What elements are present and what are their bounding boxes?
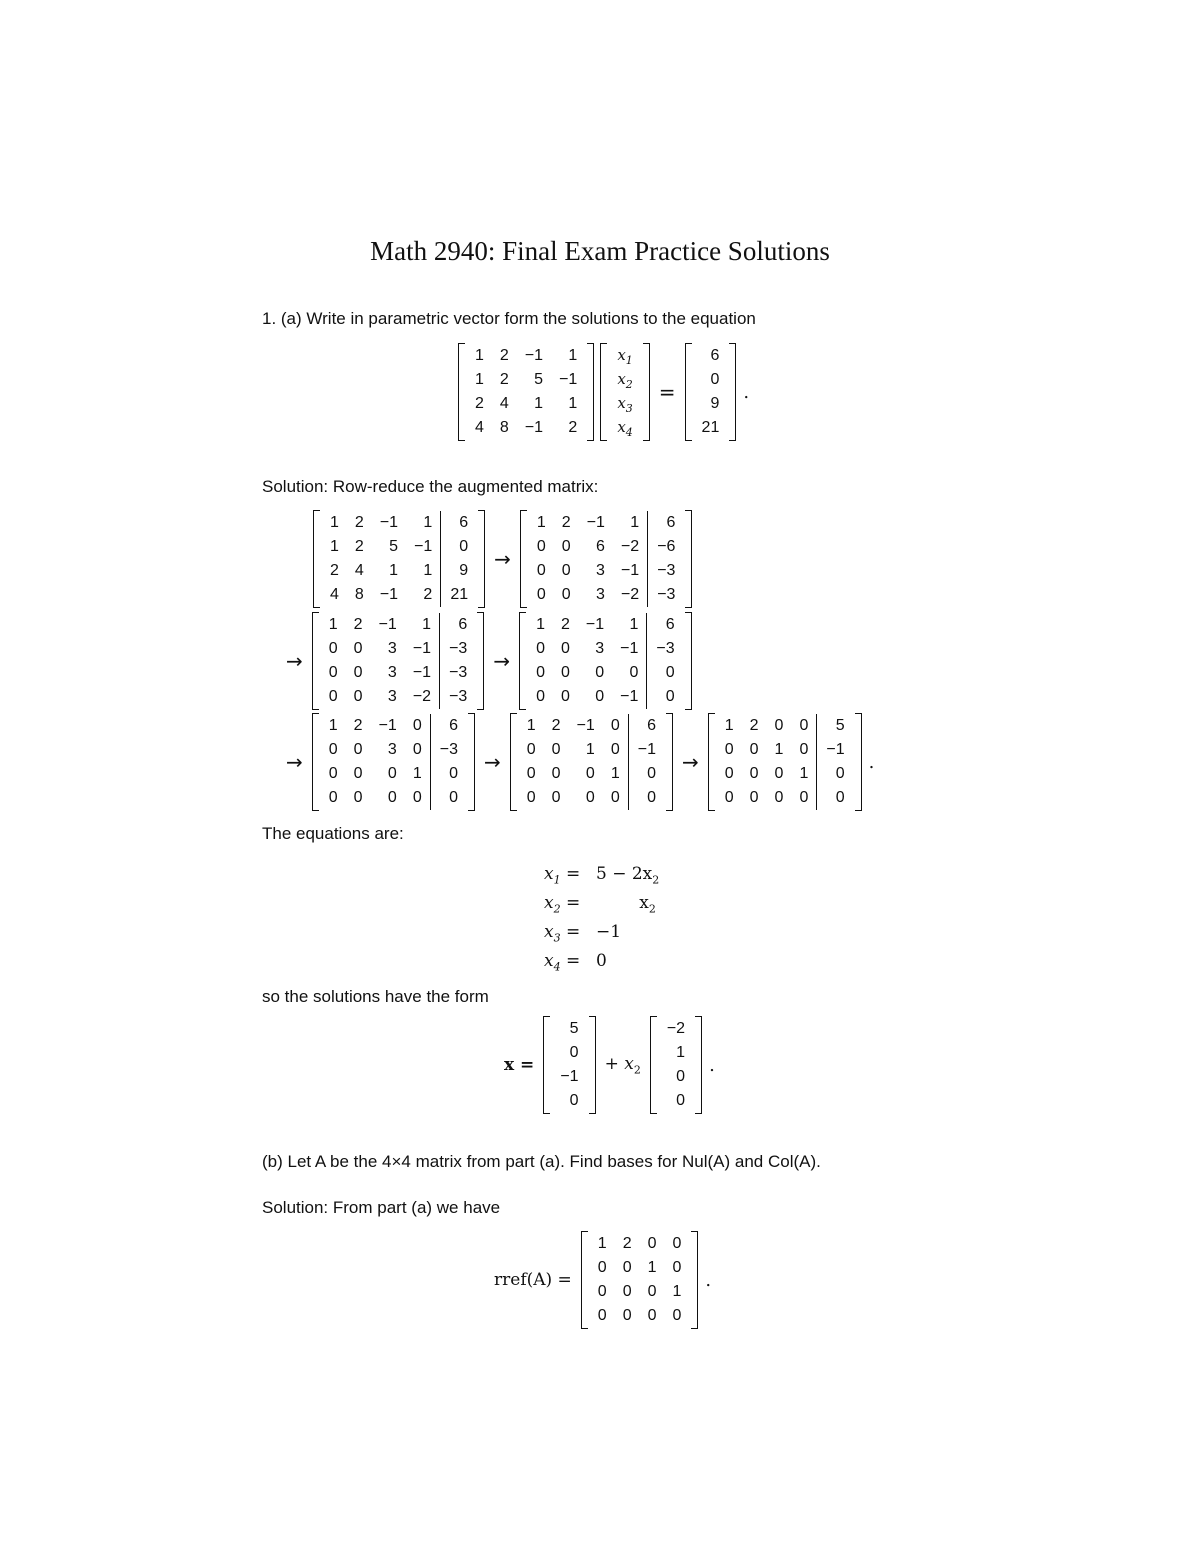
matrix-entry: 0 bbox=[551, 789, 561, 806]
matrix-row bbox=[529, 535, 684, 559]
matrix-row bbox=[529, 559, 684, 583]
matrix-entry: 0 bbox=[724, 789, 734, 806]
matrix-entry: 1 bbox=[475, 347, 484, 364]
matrix-entry: −1 bbox=[586, 514, 605, 531]
matrix-entry: 0 bbox=[799, 789, 809, 806]
vector-row bbox=[609, 344, 640, 368]
matrix-entry: −2 bbox=[412, 688, 432, 705]
matrix-entry: 0 bbox=[328, 765, 338, 782]
matrix-entry: 1 bbox=[585, 741, 595, 758]
matrix-row bbox=[528, 685, 683, 709]
matrix-entry: −1 bbox=[559, 371, 578, 388]
matrix-entry: 1 bbox=[630, 514, 640, 531]
matrix-entry: 0 bbox=[536, 688, 545, 705]
matrix-row bbox=[519, 786, 664, 810]
vector-row bbox=[552, 1065, 586, 1089]
matrix-entry: −1 bbox=[379, 586, 399, 603]
equation-lhs: $x_3$ = bbox=[544, 922, 581, 945]
matrix-entry: 8 bbox=[354, 586, 364, 603]
matrix-entry: −3 bbox=[430, 738, 466, 762]
matrix-entry: −3 bbox=[440, 661, 476, 685]
vector-row bbox=[659, 1089, 693, 1113]
matrix-entry: −1 bbox=[817, 738, 853, 762]
matrix-entry: 0 bbox=[353, 664, 363, 681]
matrix-entry: −1 bbox=[379, 514, 399, 531]
matrix-entry: 0 bbox=[328, 789, 338, 806]
matrix-entry: 0 bbox=[610, 717, 620, 734]
matrix-entry: 1 bbox=[568, 395, 578, 412]
matrix-entry: −3 bbox=[440, 685, 476, 709]
matrix-entry: 2 bbox=[423, 586, 433, 603]
matrix-row bbox=[590, 1304, 690, 1328]
question-1b: (b) Let A be the 4×4 matrix from part (a). Find bases for Nul(A) and Col(A). bbox=[262, 1152, 821, 1171]
matrix-entry: 1 bbox=[597, 1235, 607, 1252]
matrix-entry: 0 bbox=[526, 789, 536, 806]
matrix-entry: 0 bbox=[647, 1235, 657, 1252]
matrix-entry: 2 bbox=[568, 419, 578, 436]
matrix-entry: 0 bbox=[672, 1259, 682, 1276]
matrix-entry: 0 bbox=[647, 1307, 657, 1324]
matrix-entry: 0 bbox=[430, 786, 466, 810]
matrix-entry: 0 bbox=[774, 789, 784, 806]
matrix-entry: 6 bbox=[596, 538, 605, 555]
vector-entry: 5 bbox=[569, 1020, 579, 1037]
matrix-entry: 1 bbox=[672, 1283, 682, 1300]
matrix-entry: 21 bbox=[441, 583, 476, 607]
matrix-entry: 1 bbox=[629, 616, 639, 633]
matrix-entry: 0 bbox=[561, 538, 571, 555]
matrix-entry: 0 bbox=[629, 664, 639, 681]
matrix-entry: 0 bbox=[561, 586, 571, 603]
vector-row bbox=[552, 1041, 586, 1065]
augmented-matrix-step-6 bbox=[510, 714, 673, 810]
matrix-entry: 0 bbox=[597, 1259, 607, 1276]
matrix-entry: 0 bbox=[387, 765, 397, 782]
vector-row bbox=[694, 416, 728, 440]
equation-lhs: $x_4$ = bbox=[544, 951, 581, 974]
augmented-matrix-step-4 bbox=[519, 613, 692, 709]
matrix-entry: 2 bbox=[354, 514, 364, 531]
matrix-row bbox=[528, 661, 683, 685]
matrix-entry: 0 bbox=[387, 789, 397, 806]
matrix-entry: 6 bbox=[430, 714, 466, 738]
matrix-entry: 2 bbox=[499, 371, 509, 388]
matrix-entry: 1 bbox=[422, 616, 432, 633]
solution-a-intro: Solution: Row-reduce the augmented matrix: bbox=[262, 477, 599, 496]
augmented-matrix-step-5 bbox=[312, 714, 475, 810]
matrix-entry: 1 bbox=[412, 765, 422, 782]
matrix-entry: 0 bbox=[647, 661, 683, 685]
matrix-entry: 0 bbox=[622, 1283, 632, 1300]
matrix-row bbox=[467, 368, 585, 392]
matrix-entry: 0 bbox=[817, 762, 853, 786]
matrix-entry: 0 bbox=[328, 741, 338, 758]
matrix-entry: 1 bbox=[423, 514, 433, 531]
matrix-entry: 0 bbox=[353, 765, 363, 782]
matrix-entry: 5 bbox=[389, 538, 399, 555]
matrix-entry: 0 bbox=[749, 765, 759, 782]
matrix-entry: 0 bbox=[536, 640, 545, 657]
vector-row bbox=[552, 1089, 586, 1113]
equation-x1 bbox=[544, 860, 659, 889]
matrix-entry: 2 bbox=[499, 347, 509, 364]
rref-label: rref(A) = bbox=[494, 1270, 572, 1290]
matrix-entry: 1 bbox=[330, 514, 339, 531]
matrix-entry: 0 bbox=[353, 640, 363, 657]
x-vector-label: x = bbox=[504, 1055, 535, 1075]
matrix-entry: 0 bbox=[628, 762, 664, 786]
matrix-entry: 2 bbox=[330, 562, 339, 579]
matrix-entry: 2 bbox=[749, 717, 759, 734]
matrix-entry: −1 bbox=[412, 664, 432, 681]
matrix-entry: 1 bbox=[389, 562, 399, 579]
matrix-entry: 0 bbox=[561, 664, 570, 681]
vector-entry: 1 bbox=[676, 1044, 686, 1061]
matrix-entry: 3 bbox=[387, 688, 397, 705]
matrix-entry: 0 bbox=[647, 685, 683, 709]
arrow: → bbox=[286, 649, 303, 673]
matrix-entry: −6 bbox=[648, 535, 684, 559]
equation-x2 bbox=[544, 889, 659, 918]
matrix-entry: 0 bbox=[412, 741, 422, 758]
period: . bbox=[868, 751, 875, 773]
period: . bbox=[705, 1269, 712, 1291]
matrix-entry: 6 bbox=[440, 613, 476, 637]
matrix-row bbox=[321, 786, 466, 810]
vector-row bbox=[694, 344, 728, 368]
matrix-entry: −3 bbox=[647, 637, 683, 661]
matrix-row bbox=[322, 511, 476, 535]
matrix-row bbox=[321, 685, 476, 709]
matrix-entry: 0 bbox=[672, 1235, 682, 1252]
matrix-entry: −1 bbox=[620, 688, 639, 705]
matrix-entry: 1 bbox=[774, 741, 784, 758]
matrix-entry: 0 bbox=[441, 535, 476, 559]
matrix-entry: −1 bbox=[378, 616, 397, 633]
matrix-row bbox=[519, 738, 664, 762]
matrix-entry: 0 bbox=[536, 664, 545, 681]
equation-rhs: −1 bbox=[596, 922, 622, 942]
arrow: → bbox=[493, 649, 511, 673]
matrix-row bbox=[717, 762, 853, 786]
matrix-entry: 3 bbox=[596, 562, 605, 579]
vector-entry: 0 bbox=[710, 371, 720, 388]
vector-row bbox=[694, 392, 728, 416]
equation-x3 bbox=[544, 918, 659, 947]
matrix-entry: −1 bbox=[414, 538, 433, 555]
vector-entry: −2 bbox=[666, 1020, 686, 1037]
matrix-row bbox=[467, 392, 585, 416]
vector-entry: 9 bbox=[710, 395, 720, 412]
matrix-entry: 5 bbox=[534, 371, 544, 388]
row-reduction-line-3 bbox=[280, 714, 874, 810]
vector-row bbox=[659, 1065, 693, 1089]
rref-matrix bbox=[581, 1232, 699, 1328]
row-reduction-line-1 bbox=[310, 511, 695, 607]
matrix-row bbox=[467, 344, 585, 368]
matrix-entry: 1 bbox=[568, 347, 578, 364]
particular-solution-vector bbox=[543, 1017, 595, 1113]
vector-entry: $x_3$ bbox=[617, 393, 633, 415]
matrix-entry: 0 bbox=[328, 640, 338, 657]
matrix-entry: 0 bbox=[597, 1307, 607, 1324]
matrix-entry: 9 bbox=[441, 559, 476, 583]
matrix-entry: −1 bbox=[576, 717, 595, 734]
matrix-entry: −1 bbox=[628, 738, 664, 762]
matrix-row bbox=[529, 583, 684, 607]
vector-entry: $x_1$ bbox=[617, 345, 633, 367]
vector-row bbox=[659, 1041, 693, 1065]
matrix-entry: 0 bbox=[551, 765, 561, 782]
matrix-entry: 1 bbox=[724, 717, 734, 734]
matrix-entry: 0 bbox=[595, 664, 605, 681]
matrix-entry: 6 bbox=[628, 714, 664, 738]
matrix-entry: 2 bbox=[561, 514, 571, 531]
matrix-entry: 1 bbox=[526, 717, 536, 734]
equations-intro: The equations are: bbox=[262, 824, 404, 843]
matrix-entry: 0 bbox=[353, 688, 363, 705]
matrix-entry: 0 bbox=[622, 1259, 632, 1276]
matrix-entry: −3 bbox=[648, 559, 684, 583]
matrix-entry: 0 bbox=[817, 786, 853, 810]
matrix-row bbox=[717, 714, 853, 738]
equation-rhs: $x_2$ bbox=[596, 893, 656, 916]
matrix-entry: 2 bbox=[354, 538, 364, 555]
matrix-entry: 1 bbox=[423, 562, 433, 579]
vector-entry: $x_2$ bbox=[617, 369, 633, 391]
matrix-row bbox=[321, 637, 476, 661]
matrix-entry: 0 bbox=[328, 688, 338, 705]
matrix-entry: 0 bbox=[328, 664, 338, 681]
parametric-solution bbox=[498, 1017, 715, 1113]
vector-row bbox=[659, 1017, 693, 1041]
matrix-entry: 0 bbox=[610, 789, 620, 806]
rhs-vector bbox=[685, 344, 737, 440]
arrow: → bbox=[494, 547, 511, 571]
matrix-entry: −2 bbox=[620, 586, 640, 603]
matrix-entry: 0 bbox=[526, 765, 536, 782]
vector-entry: $x_4$ bbox=[617, 417, 633, 439]
matrix-entry: 0 bbox=[647, 1283, 657, 1300]
matrix-entry: −1 bbox=[585, 616, 605, 633]
matrix-entry: −1 bbox=[412, 640, 432, 657]
matrix-entry: 0 bbox=[561, 688, 570, 705]
matrix-row bbox=[467, 416, 585, 440]
augmented-matrix-step-2 bbox=[520, 511, 693, 607]
arrow: → bbox=[483, 750, 501, 774]
equation-lhs: $x_2$ = bbox=[544, 893, 581, 916]
matrix-entry: 0 bbox=[551, 741, 561, 758]
equation-system bbox=[544, 860, 659, 976]
matrix-entry: 0 bbox=[774, 765, 784, 782]
direction-vector bbox=[650, 1017, 702, 1113]
vector-entry: 0 bbox=[569, 1044, 579, 1061]
matrix-entry: 0 bbox=[724, 765, 734, 782]
row-reduction-line-2 bbox=[280, 613, 695, 709]
matrix-entry: 0 bbox=[622, 1307, 632, 1324]
equation-rhs: $5 - 2x_2$ bbox=[596, 864, 660, 887]
matrix-row bbox=[322, 535, 476, 559]
matrix-entry: 0 bbox=[585, 789, 595, 806]
matrix-entry: 0 bbox=[561, 640, 570, 657]
augmented-matrix-step-7 bbox=[708, 714, 862, 810]
matrix-entry: 0 bbox=[724, 741, 734, 758]
matrix-entry: 2 bbox=[622, 1235, 632, 1252]
matrix-entry: 2 bbox=[353, 717, 363, 734]
rref-equation bbox=[488, 1232, 711, 1328]
matrix-entry: 0 bbox=[595, 688, 605, 705]
matrix-entry: −1 bbox=[620, 562, 640, 579]
matrix-entry: 0 bbox=[585, 765, 595, 782]
matrix-entry: 0 bbox=[353, 789, 363, 806]
matrix-entry: 0 bbox=[672, 1307, 682, 1324]
vector-row bbox=[609, 392, 640, 416]
matrix-entry: 0 bbox=[561, 562, 571, 579]
matrix-entry: 0 bbox=[610, 741, 620, 758]
matrix-entry: 0 bbox=[799, 741, 809, 758]
equation-lhs: $x_1$ = bbox=[544, 864, 581, 887]
matrix-entry: 1 bbox=[647, 1259, 657, 1276]
matrix-entry: 0 bbox=[412, 717, 422, 734]
vector-row bbox=[694, 368, 728, 392]
matrix-entry: 5 bbox=[817, 714, 853, 738]
matrix-row bbox=[321, 762, 466, 786]
arrow: → bbox=[286, 750, 303, 774]
equation-ax-b bbox=[455, 344, 749, 440]
vector-entry: −1 bbox=[560, 1068, 579, 1085]
matrix-entry: 1 bbox=[475, 371, 484, 388]
matrix-entry: 1 bbox=[328, 616, 338, 633]
matrix-row bbox=[590, 1280, 690, 1304]
matrix-entry: −1 bbox=[378, 717, 397, 734]
variable-vector bbox=[600, 344, 649, 440]
matrix-row bbox=[322, 583, 476, 607]
vector-row bbox=[609, 368, 640, 392]
vector-entry: 6 bbox=[710, 347, 720, 364]
matrix-entry: 3 bbox=[596, 586, 605, 603]
arrow: → bbox=[681, 750, 699, 774]
matrix-row bbox=[528, 637, 683, 661]
matrix-entry: 4 bbox=[330, 586, 339, 603]
vector-entry: 0 bbox=[676, 1068, 686, 1085]
matrix-entry: 1 bbox=[536, 616, 545, 633]
matrix-entry: 1 bbox=[328, 717, 338, 734]
matrix-row bbox=[590, 1232, 690, 1256]
matrix-entry: 0 bbox=[749, 741, 759, 758]
matrix-entry: 2 bbox=[551, 717, 561, 734]
page-title: Math 2940: Final Exam Practice Solutions bbox=[370, 236, 830, 266]
equals-sign: = bbox=[658, 380, 676, 404]
matrix-entry: −2 bbox=[620, 538, 640, 555]
solution-form-intro: so the solutions have the form bbox=[262, 987, 489, 1006]
matrix-entry: 2 bbox=[475, 395, 484, 412]
vector-entry: 0 bbox=[676, 1092, 686, 1109]
matrix-entry: 3 bbox=[387, 664, 397, 681]
matrix-entry: 3 bbox=[387, 741, 397, 758]
matrix-entry: 6 bbox=[648, 511, 684, 535]
matrix-entry: 8 bbox=[499, 419, 509, 436]
coefficient-matrix bbox=[458, 344, 594, 440]
matrix-row bbox=[321, 661, 476, 685]
matrix-entry: 0 bbox=[430, 762, 466, 786]
matrix-row bbox=[529, 511, 684, 535]
matrix-entry: 6 bbox=[647, 613, 683, 637]
matrix-entry: 3 bbox=[387, 640, 397, 657]
period: . bbox=[743, 381, 750, 403]
vector-entry: 21 bbox=[701, 419, 720, 436]
period: . bbox=[709, 1054, 715, 1076]
matrix-row bbox=[321, 613, 476, 637]
matrix-row bbox=[590, 1256, 690, 1280]
matrix-entry: 0 bbox=[597, 1283, 607, 1300]
vector-row bbox=[552, 1017, 586, 1041]
matrix-entry: 1 bbox=[534, 395, 544, 412]
matrix-entry: 4 bbox=[354, 562, 364, 579]
equation-x4 bbox=[544, 947, 659, 976]
matrix-entry: 6 bbox=[441, 511, 476, 535]
matrix-entry: −1 bbox=[524, 419, 544, 436]
matrix-row bbox=[321, 738, 466, 762]
matrix-entry: 2 bbox=[561, 616, 570, 633]
question-1a: 1. (a) Write in parametric vector form the solutions to the equation bbox=[262, 309, 756, 328]
augmented-matrix-step-3 bbox=[312, 613, 485, 709]
matrix-entry: 2 bbox=[353, 616, 363, 633]
vector-entry: 0 bbox=[569, 1092, 579, 1109]
matrix-entry: 0 bbox=[353, 741, 363, 758]
matrix-entry: −1 bbox=[620, 640, 639, 657]
matrix-entry: −3 bbox=[440, 637, 476, 661]
matrix-row bbox=[322, 559, 476, 583]
matrix-row bbox=[717, 786, 853, 810]
matrix-row bbox=[519, 714, 664, 738]
matrix-entry: 1 bbox=[330, 538, 339, 555]
matrix-entry: 0 bbox=[749, 789, 759, 806]
matrix-entry: 1 bbox=[536, 514, 546, 531]
plus-x2-label: + $x_2$ bbox=[604, 1053, 641, 1077]
vector-row bbox=[609, 416, 640, 440]
matrix-row bbox=[321, 714, 466, 738]
matrix-row bbox=[528, 613, 683, 637]
matrix-entry: 0 bbox=[628, 786, 664, 810]
matrix-entry: 0 bbox=[526, 741, 536, 758]
augmented-matrix-step-1 bbox=[313, 511, 485, 607]
matrix-entry: 4 bbox=[499, 395, 509, 412]
matrix-entry: −3 bbox=[648, 583, 684, 607]
matrix-entry: 0 bbox=[536, 538, 546, 555]
matrix-entry: −1 bbox=[524, 347, 544, 364]
matrix-row bbox=[519, 762, 664, 786]
matrix-entry: 1 bbox=[799, 765, 809, 782]
matrix-entry: 0 bbox=[799, 717, 809, 734]
matrix-entry: 0 bbox=[774, 717, 784, 734]
equation-rhs: 0 bbox=[596, 951, 607, 971]
matrix-entry: 4 bbox=[475, 419, 484, 436]
matrix-entry: 0 bbox=[536, 586, 546, 603]
matrix-entry: 0 bbox=[412, 789, 422, 806]
matrix-row bbox=[717, 738, 853, 762]
matrix-entry: 3 bbox=[595, 640, 605, 657]
matrix-entry: 0 bbox=[536, 562, 546, 579]
matrix-entry: 1 bbox=[610, 765, 620, 782]
solution-b-intro: Solution: From part (a) we have bbox=[262, 1198, 501, 1217]
